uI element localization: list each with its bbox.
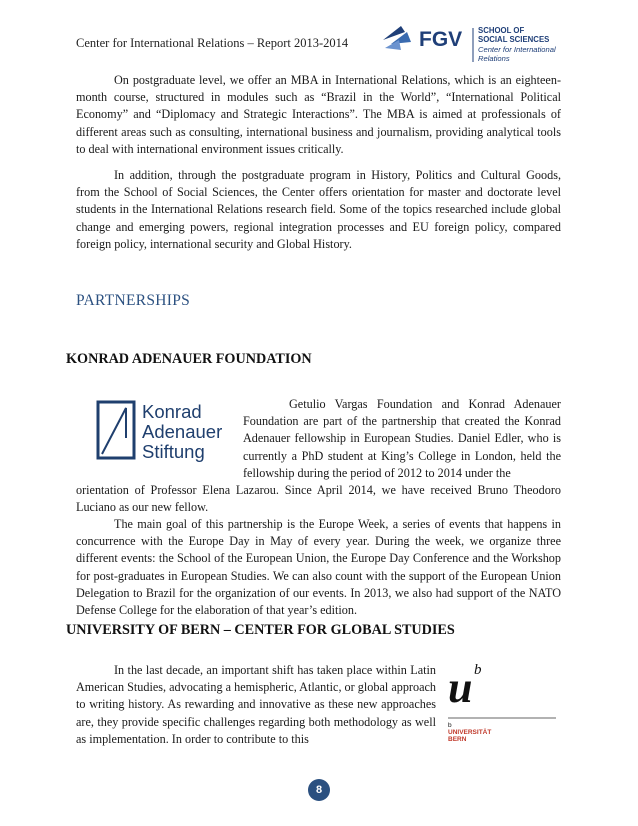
konrad-adenauer-emblem-icon (98, 402, 134, 458)
ka-line1: Konrad (142, 401, 202, 422)
svg-text:b: b (448, 722, 452, 729)
konrad-paragraph-continued: orientation of Professor Elena Lazarou. Since April 2014, we have received Bruno Theodoro Luciano as our new fellow. (76, 483, 561, 515)
report-header-title: Center for International Relations – Report 2013-2014 (76, 36, 349, 50)
postgraduate-paragraph: In addition, through the postgraduate program in History, Politics and Cultural Goods, from the School of Social Sciences, the Center offers orientation for master and doctorate level students in the International Relations research field. Some of the topics researched include global change and emerging powers, regional integration processes and EU foreign policy, compared foreign policy, international security and Global History. (76, 168, 561, 251)
school-line1: SCHOOL OF (478, 26, 525, 35)
bern-heading: UNIVERSITY OF BERN – CENTER FOR GLOBAL STUDIES (66, 622, 455, 638)
ub-line1: UNIVERSITÄT (448, 729, 492, 736)
school-line2: SOCIAL SCIENCES (478, 35, 550, 44)
center-line1: Center for International (478, 45, 556, 54)
europe-week-paragraph: The main goal of this partnership is the Europe Week, a series of events that happens in concurrence with the Europe Day in May of every year. During the week, we organize three different events: the School of the European Union, the Europe Day Conference and the Workshop for post-graduates in European Studies. We can also count with the support of the European Union Delegation to Brazil for the organization of our events. In 2013, we also had support of the NATO Defense College for the elaboration of that year’s edition. (76, 517, 561, 618)
page-number-badge (308, 779, 330, 801)
section-title-partnerships: PARTNERSHIPS (76, 292, 191, 309)
mba-paragraph: On postgraduate level, we offer an MBA in International Relations, which is an eighteen-month course, structured in modules such as “Brazil in the World”, “International Political Economy” and “Diplomacy and Strategic Interactions”. The MBA is aimed at professionals of different areas such as consulting, international business and journalism, providing analytical tools to deal with international environment issues critically. (76, 73, 561, 156)
fgv-bird-icon (383, 26, 411, 50)
university-of-bern-logo (448, 656, 558, 742)
center-line2: Relations (478, 54, 510, 63)
page-number: 8 (308, 779, 330, 801)
fgv-logo (381, 20, 581, 68)
bern-paragraph: In the last decade, an important shift has taken place within Latin American Studies, advocating a hemispheric, Atlantic, or global approach to writing history. As rewarding and innovative as these new approaches are, they provide specific challenges regarding both methodology as well as implementation. In order to contribute to this (76, 663, 436, 746)
konrad-heading: KONRAD ADENAUER FOUNDATION (66, 351, 312, 367)
konrad-paragraph-wrapped: Getulio Vargas Foundation and Konrad Adenauer Foundation are part of the partnership that created the Konrad Adenauer fellowship in European Studies. Daniel Edler, who is currently a PhD student at King’s College in London, held the fellowship during the period of 2012 to 2014 under the (243, 397, 561, 480)
ub-line2: BERN (448, 736, 467, 742)
ka-line2: Adenauer (142, 421, 223, 442)
fgv-brand: FGV (419, 28, 463, 51)
ub-u-glyph: u (448, 663, 473, 712)
ka-line3: Stiftung (142, 441, 205, 462)
konrad-adenauer-logo (96, 398, 244, 462)
ub-b-glyph: b (474, 662, 482, 678)
